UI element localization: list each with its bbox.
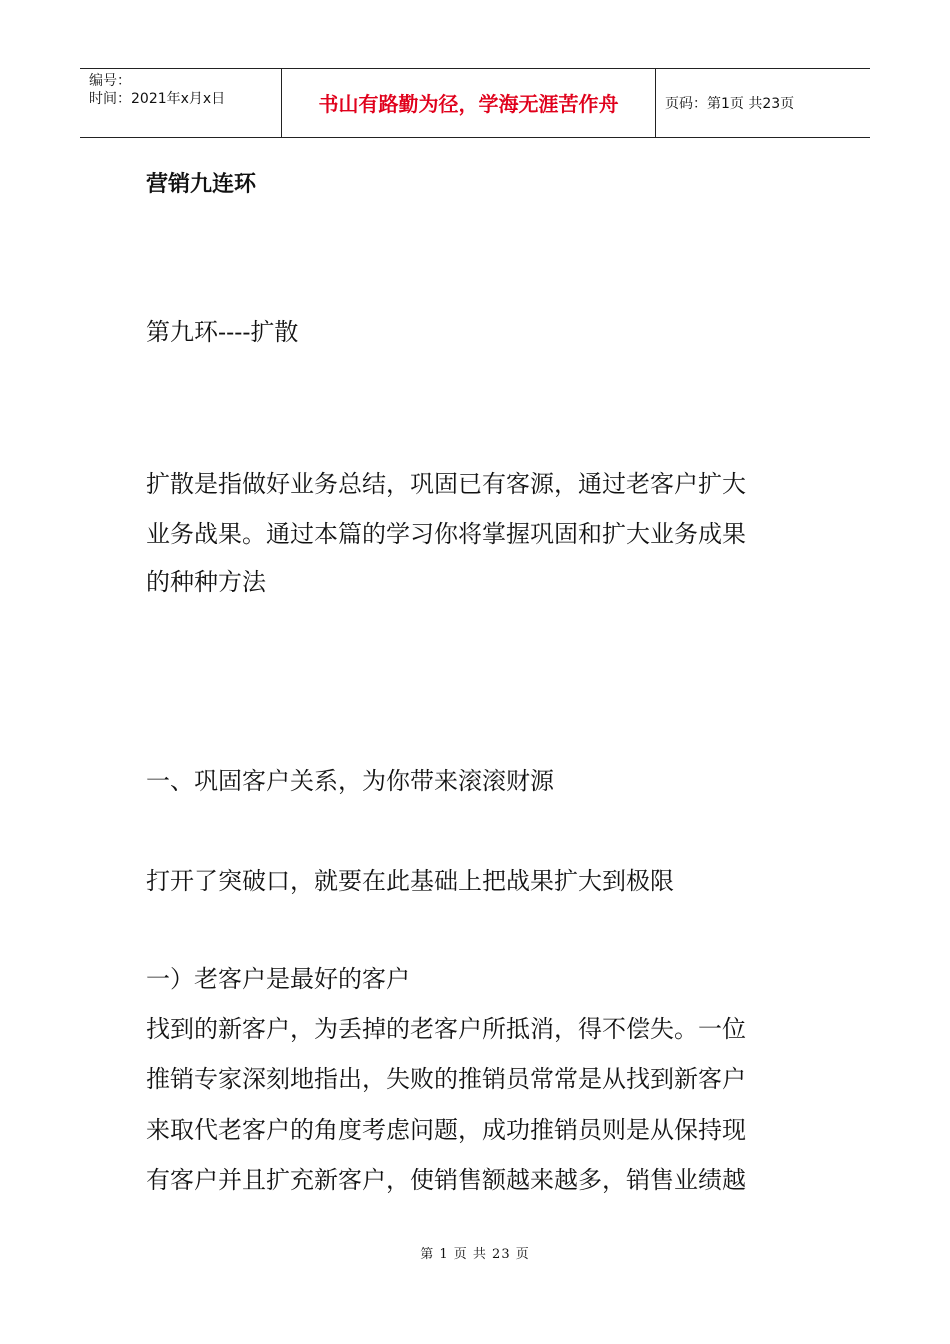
page-footer: 第 1 页 共 23 页: [420, 1247, 530, 1262]
intro-line: 的种种方法: [146, 568, 266, 596]
intro-line: 扩散是指做好业务总结，巩固已有客源，通过老客户扩大: [146, 470, 746, 498]
document-date: 时间：2021年x月x日: [89, 91, 226, 107]
subheading-old-customers: 一）老客户是最好的客户: [146, 965, 410, 993]
document-number-label: 编号：: [89, 73, 131, 89]
body-line: 找到的新客户，为丢掉的老客户所抵消，得不偿失。一位: [146, 1015, 746, 1043]
heading-consolidate-relations: 一、巩固客户关系，为你带来滚滚财源: [146, 767, 554, 795]
paragraph-breakthrough: 打开了突破口，就要在此基础上把战果扩大到极限: [146, 867, 674, 895]
document-title: 营销九连环: [146, 172, 257, 197]
section-heading: 第九环----扩散: [146, 318, 299, 346]
body-line: 来取代老客户的角度考虑问题，成功推销员则是从保持现: [146, 1116, 746, 1144]
body-line: 推销专家深刻地指出，失败的推销员常常是从找到新客户: [146, 1065, 746, 1093]
header-motto: 书山有路勤为径，学海无涯苦作舟: [318, 92, 619, 116]
header-meta-cell: [80, 69, 281, 137]
page-header: [80, 68, 870, 138]
intro-line: 业务战果。通过本篇的学习你将掌握巩固和扩大业务成果: [146, 520, 746, 548]
body-line: 有客户并且扩充新客户，使销售额越来越多，销售业绩越: [146, 1166, 746, 1194]
header-page-cell: [655, 69, 870, 137]
header-page-info: 页码：第1页 共23页: [665, 96, 795, 112]
header-motto-cell: [281, 69, 656, 137]
